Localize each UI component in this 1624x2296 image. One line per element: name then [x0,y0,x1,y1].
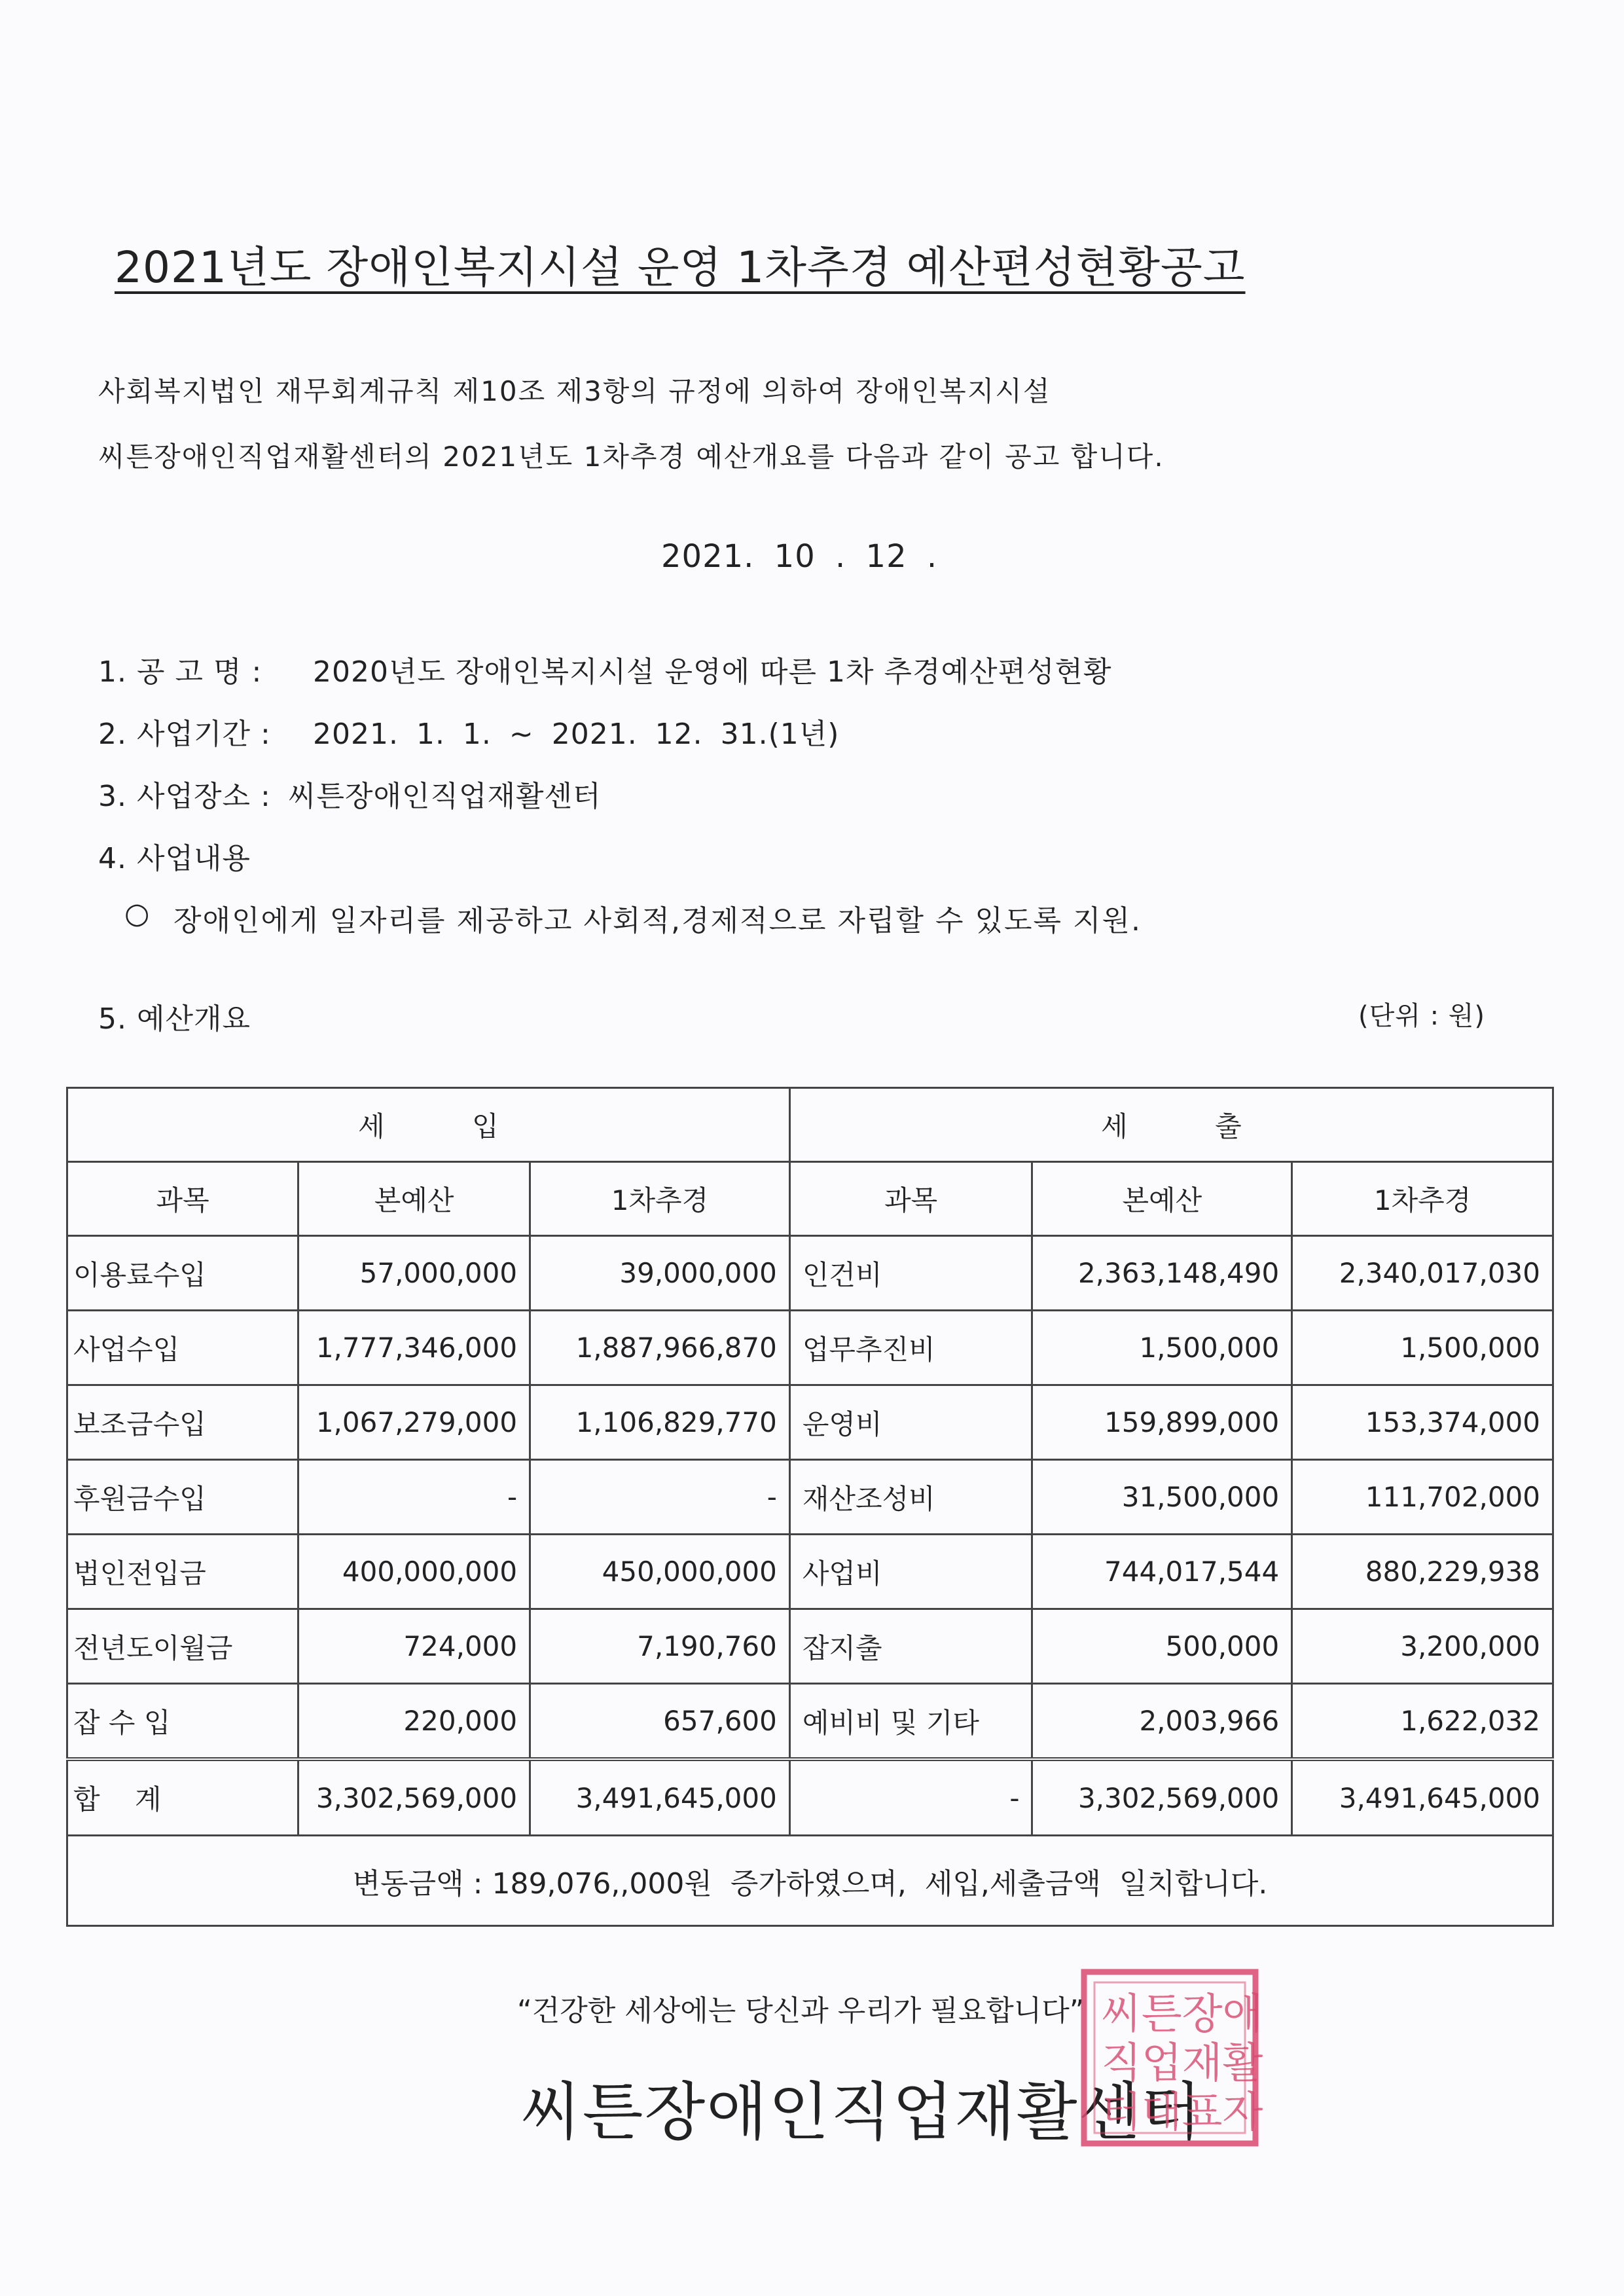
expense-first: 2,340,017,030 [1292,1236,1553,1311]
official-seal-icon [1075,1963,1265,2153]
slogan: “건강한 세상에는 당신과 우리가 필요합니다” [517,1994,1085,2028]
expense-main: 159,899,000 [1032,1385,1292,1460]
expense-main: 2,003,966 [1032,1684,1292,1760]
expense-first: 1,500,000 [1292,1311,1553,1385]
expense-subject: 예비비 및 기타 [789,1684,1032,1760]
expense-main: 744,017,544 [1032,1535,1292,1609]
col-expense-subject: 과목 [789,1162,1032,1236]
svg-text:터대표자인: 터대표자 [1101,2088,1263,2137]
item-4-label: 4. 사업내용 [98,842,251,875]
item-2-value: 2021. 1. 1. ~ 2021. 12. 31.(1년) [313,718,840,751]
expense-first: 153,374,000 [1292,1385,1553,1460]
col-revenue-main-budget: 본예산 [298,1162,530,1236]
svg-text:직업재활센: 직업재활 [1101,2039,1263,2088]
expense-subject: 업무추진비 [789,1311,1032,1385]
total-expense-first: 3,491,645,000 [1292,1759,1553,1836]
total-revenue-main: 3,302,569,000 [298,1759,530,1836]
revenue-first: 39,000,000 [530,1236,790,1311]
expense-subject: 재산조성비 [789,1460,1032,1535]
total-revenue-first: 3,491,645,000 [530,1759,790,1836]
change-note: 변동금액 : 189,076,,000원 증가하였으며, 세입,세출금액 일치합니다. [67,1836,1553,1926]
table-row [67,1684,1553,1760]
page-title: 2021년도 장애인복지시설 운영 1차추경 예산편성현황공고 [115,242,1246,293]
total-label: 합 계 [67,1759,298,1836]
total-expense-main: 3,302,569,000 [1032,1759,1292,1836]
revenue-subject: 보조금수입 [67,1385,298,1460]
col-revenue-subject: 과목 [67,1162,298,1236]
revenue-header: 세 입 [67,1088,790,1162]
total-row [67,1759,1553,1836]
item-2-label: 2. 사업기간 : [98,718,271,751]
total-expense-label: - [789,1759,1032,1836]
expense-first: 111,702,000 [1292,1460,1553,1535]
table-row [67,1609,1553,1684]
revenue-first: 1,106,829,770 [530,1385,790,1460]
revenue-subject: 법인전입금 [67,1535,298,1609]
notice-date: 2021. 10 . 12 . [661,538,938,575]
expense-subject: 사업비 [789,1535,1032,1609]
table-row [67,1236,1553,1311]
intro-line-1: 사회복지법인 재무회계규칙 제10조 제3항의 규정에 의하여 장애인복지시설 [98,375,1051,407]
revenue-main: 1,777,346,000 [298,1311,530,1385]
expense-subject: 잡지출 [789,1609,1032,1684]
revenue-main: 400,000,000 [298,1535,530,1609]
expense-main: 2,363,148,490 [1032,1236,1292,1311]
revenue-first: 1,887,966,870 [530,1311,790,1385]
expense-main: 31,500,000 [1032,1460,1292,1535]
item-1-value: 2020년도 장애인복지시설 운영에 따른 1차 추경예산편성현황 [313,655,1112,689]
expense-main: 1,500,000 [1032,1311,1292,1385]
expense-subject: 운영비 [789,1385,1032,1460]
expense-main: 500,000 [1032,1609,1292,1684]
revenue-main: 1,067,279,000 [298,1385,530,1460]
item-3-value: 씨튼장애인직업재활센터 [288,780,602,813]
revenue-subject: 후원금수입 [67,1460,298,1535]
revenue-subject: 잡 수 입 [67,1684,298,1760]
col-revenue-first-supplement: 1차추경 [530,1162,790,1236]
revenue-subject: 사업수입 [67,1311,298,1385]
item-1-label: 1. 공 고 명 : [98,655,262,689]
expense-first: 1,622,032 [1292,1684,1553,1760]
table-row [67,1311,1553,1385]
revenue-main: 724,000 [298,1609,530,1684]
revenue-main: 57,000,000 [298,1236,530,1311]
expense-first: 3,200,000 [1292,1609,1553,1684]
col-expense-first-supplement: 1차추경 [1292,1162,1553,1236]
bullet-circle-icon: ○ [124,897,151,930]
expense-subject: 인건비 [789,1236,1032,1311]
intro-line-2: 씨튼장애인직업재활센터의 2021년도 1차추경 예산개요를 다음과 같이 공고 합니다. [98,441,1164,473]
unit-label: (단위 : 원) [1358,1001,1486,1031]
svg-text:씨튼장애인: 씨튼장애 [1101,1990,1263,2039]
budget-table [66,1087,1554,1927]
col-expense-main-budget: 본예산 [1032,1162,1292,1236]
table-row [67,1460,1553,1535]
revenue-first: 657,600 [530,1684,790,1760]
revenue-first: 7,190,760 [530,1609,790,1684]
item-5-label: 5. 예산개요 [98,1002,251,1036]
revenue-first: 450,000,000 [530,1535,790,1609]
organization-name: 씨튼장애인직업재활센터 [520,2075,1203,2149]
table-row [67,1535,1553,1609]
revenue-main: - [298,1460,530,1535]
revenue-subject: 이용료수입 [67,1236,298,1311]
expense-first: 880,229,938 [1292,1535,1553,1609]
revenue-main: 220,000 [298,1684,530,1760]
table-row [67,1385,1553,1460]
item-3-label: 3. 사업장소 : [98,780,271,813]
item-4-value: 장애인에게 일자리를 제공하고 사회적,경제적으로 자립할 수 있도록 지원. [173,904,1142,938]
revenue-subject: 전년도이월금 [67,1609,298,1684]
expense-header: 세 출 [789,1088,1553,1162]
revenue-first: - [530,1460,790,1535]
